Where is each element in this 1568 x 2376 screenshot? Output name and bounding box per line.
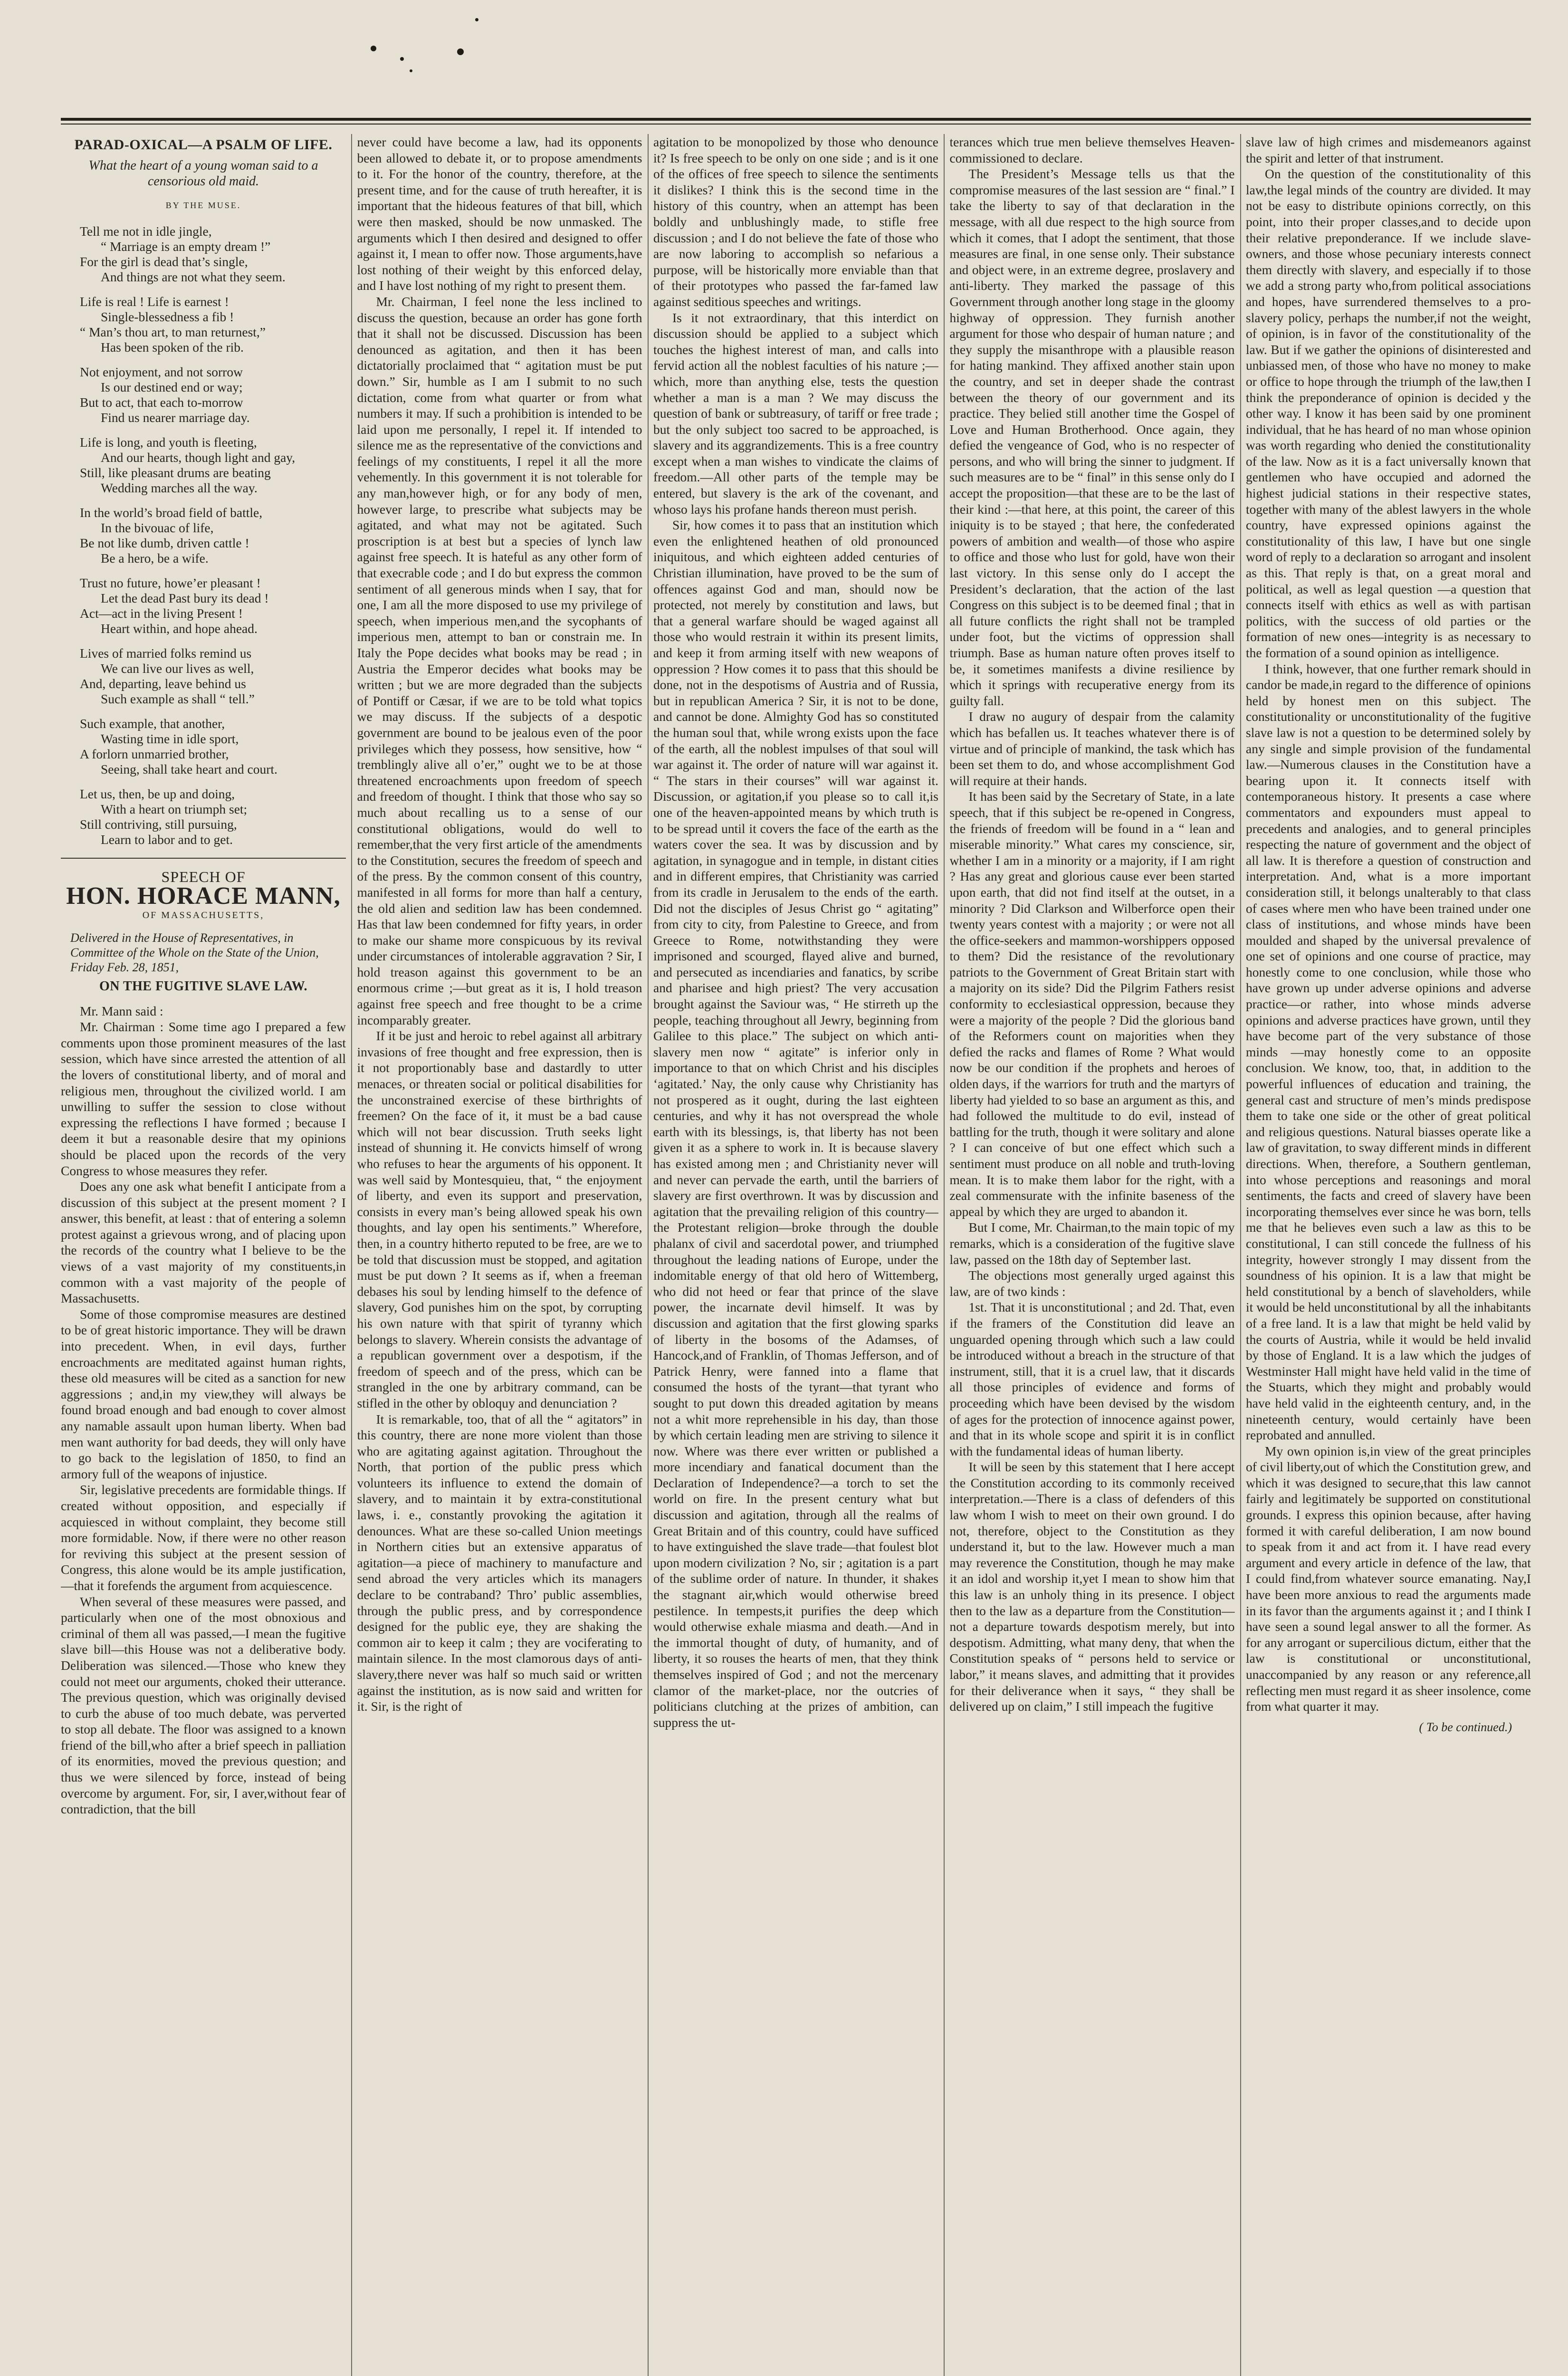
poem-line: Still, like pleasant drums are beating [80,465,271,480]
ink-speck [400,57,404,61]
poem-line: And, departing, leave behind us [80,676,246,691]
section-separator [61,858,346,859]
poem-line: For the girl is dead that’s single, [80,254,248,269]
poem-line: And things are not what they seem. [101,269,286,285]
paragraph: It is remarkable, too, that of all the “ agitators” in this country, there are none more violent than those who are agitating against agitation. Throughout the North, that portion of the public press which volunteers its influence to extend the domain of slavery, and to maintain it by extra-constitutional laws, i. e., constantly provoking the agitation it denounces. What are these so-called Union meetings in Northern cities but an extensive apparatus of agitation—a piece of machinery to manufacture and send abroad the very articles which its managers declare to be contraband? Thro’ public assemblies, through the public press, and by correspondence designed for the public eye, they are shaking the common air to keep it calm ; they are vociferating to maintain silence. In the most clamorous days of anti-slavery,there never was half so much said or written against the institution, as is now said and written for it. Sir, is the right of [357,1411,642,1714]
top-rule [61,118,1531,121]
poem-title: PARAD-OXICAL—A PSALM OF LIFE. [74,137,333,153]
paragraph: Sir, how comes it to pass that an institution which even the enlightened heathen of old pronounced iniquitous, and which eighteen added centuries of Christian illumination, have proved to be the sum of offences against God and man, should now be protected, not merely by constitution and laws, but that a general warfare should be waged against all those who would restrain it within its present limits, and keep it from arming itself with new weapons of oppression ? How comes it to pass that this should be done, not in the despotisms of Austria and of Russia, but in republican America ? Sir, it is not to be done, and cannot be done. Almighty God has so constituted the human soul that, while wrong exists upon the face of the earth, all the noblest impulses of that soul will war against it. The order of nature will war against it. “ The stars in their courses” will war against it. Discussion, or agitation,if you please so to call it,is one of the heaven-appointed means by which truth is to be spread until it covers the face of the earth as the waters cover the sea. It was by discussion and by agitation, in synagogue and in temple, in distant cities and in different empires, that Christianity was carried from its cradle in Jerusalem to the ends of the earth. Did not the disciples of Jesus Christ go “ agitating” from city to city, from Palestine to Greece, and from Greece to Rome, notwithstanding they were imprisoned and scourged, flayed alive and burned, and persecuted as incendiaries and fanatics, by scribe and pharisee and high priest? The very accusation brought against the Saviour was, “ He stirreth up the people, teaching throughout all Jewry, beginning from Galilee to this place.” The subject on which anti-slavery men now “ agitate” is inferior only in importance to that on which Christ and his disciples ‘agitated.’ Nay, the only cause why Christianity has not prospered as it ought, during the last eighteen centuries, and why it has not overspread the whole earth with its blessings, is, that liberty has not been given it as a sphere to work in. It is because slavery has existed among men ; and Christianity never will and never can pervade the earth, until the barriers of slavery are first overthrown. It was by discussion and agitation that the prevailing religion of this country—the Protestant religion—broke through the double phalanx of civil and sacerdotal power, and triumphed throughout the leading nations of Europe, under the indomitable energy of that old hero of Wittemberg, who did not heed or fear that prince of the slave power, the incarnate devil himself. It was by discussion and agitation that the first glowing sparks of liberty in the bosoms of the Adamses, of Hancock,and of Franklin, of Thomas Jefferson, and of Patrick Henry, were fanned into a flame that consumed the hosts of the tyrant—that tyrant who sought to put down this dreaded agitation by means not a whit more reprehensible in his day, than those by which certain leading men are striving to silence it now. Where was there ever written or published a more incendiary and fanatical document than the Declaration of Independence?—a torch to set the world on fire. In the present century what but discussion and agitation, through all the realms of Great Britain and of this country, could have sufficed to have extinguished the slave trade—that foulest blot upon modern civilization ? No, sir ; agitation is a part of the sublime order of nature. In thunder, it shakes the stagnant air,which would otherwise breed pestilence. In tempests,it purifies the deep which would otherwise exhale miasma and death.—And in the immortal thought of duty, of humanity, and of liberty, it so rouses the hearts of men, that they think themselves inspired of God ; and not the mercenary clamor of the market-place, nor the outcries of politicians clutching at the prizes of ambition, can suppress the ut- [653,517,938,1730]
paragraph: Is it not extraordinary, that this interdict on discussion should be applied to a subject which touches the highest interest of man, and calls into fervid action all the noblest faculties of his nature ;—which, more than anything else, tests the question whether a man is a man ? We may discuss the question of bank or subtreasury, of tariff or free trade ; but the only subject too sacred to be approached, is slavery and its aggrandizements. This is a free country except when a man wishes to vindicate the claims of freedom.—All other parts of the temple may be entered, but slavery is the ark of the covenant, and whoso lays his profane hands thereon must perish. [653,310,938,517]
speech-delivered-note: Delivered in the House of Representatives, in Committee of the Whole on the State of the Union, Friday Feb. 28, 1851, [70,930,319,974]
poem-byline: BY THE MUSE. [165,200,241,210]
paragraph: never could have become a law, had its opponents been allowed to debate it, or to propose amendments to it. For the honor of the country, therefore, at the present time, and for the cause of truth hereafter, it is important that the hideous features of that bill, which were then masked, should be now unmasked. The arguments which I then desired and designed to offer against it, I mean to offer now. Those arguments,have lost nothing of their weight by this enforced delay, and I have lost nothing of my right to present them. [357,134,642,293]
poem-line: Learn to labor and to get. [101,832,233,847]
paragraph: When several of these measures were passed, and particularly when one of the most obnoxious and criminal of them all was passed,—I mean the fugitive slave bill—this House was not a deliberative body. Deliberation was silenced.—Those who knew they could not meet our arguments, choked their utterance. The previous question, which was originally devised to curb the abuse of too much debate, was perverted to stop all debate. The floor was assigned to a known friend of the bill,who after a brief speech in palliation of its enormities, moved the previous question; and thus we were silenced by force, instead of being overcome by argument. For, sir, I aver,without fear of contradiction, that the bill [61,1594,346,1817]
poem-line: Be not like dumb, driven cattle ! [80,536,249,551]
paragraph: 1st. That it is unconstitutional ; and 2d. That, even if the framers of the Constitution did leave an unguarded opening through which such a law could be introduced without a breach in the structure of that instrument, still, that it is a cruel law, that it discards all those principles of evidence and forms of proceeding which have been devised by the wisdom of ages for the protection of innocence against power, and that in its whole scope and spirit it is in conflict with the fundamental ideas of human liberty. [949,1300,1235,1458]
poem-line: Wasting time in idle sport, [101,731,239,747]
paragraph: I think, however, that one further remark should in candor be made,in regard to the difference of opinions held by honest men on this subject. The constitutionality or unconstitutionality of the fugitive slave law is not a question to be determined solely by any single and simple provision of the fundamental law.—Numerous clauses in the Constitution have a bearing upon it. It connects itself with contemporaneous history. It presents a case where commentators and expounders must appeal to precedents and analogies, and to general principles respecting the nature of government and the object of all law. It is therefore a question of construction and interpretation. And, what is a more important consideration still, it belongs unalterably to that class of cases where men who have been trained under one class of institutions, and whose minds have been moulded and shaped by the universal prevalence of one set of opinions and one course of practice, may honestly come to one conclusion, while those who have grown up under adverse opinions and adverse practice—or rather, into whose minds adverse opinions and adverse practices have grown, until they have become part of the very substance of those minds —may honestly come to an opposite conclusion. We know, too, that, in addition to the powerful influences of education and training, the general cast and structure of men’s minds predispose them to take one side or the other of great political and religious questions. Natural biasses operate like a law of gravitation, to sway different minds in different directions. When, therefore, a Southern gentleman, into whose perceptions and reasonings and moral sentiments, the facts and creed of slavery have been incorporating themselves ever since he was born, tells me that he believes even such a law as this to be constitutional, I can still concede the fullness of his integrity, however strongly I may dissent from the soundness of his opinion. It is a law that might be held constitutional by a bench of slaveholders, while it would be held unconstitutional by all the inhabitants of a free land. It is a law that might be held valid by the courts of Austria, while it would be held invalid by those of England. It is a law which the judges of Westminster Hall might have held valid in the time of the Stuarts, which they might and probably would have held valid in the eighteenth century, and, in the nineteenth century, would certainly have been reprobated and annulled. [1246,661,1531,1443]
paragraph: It will be seen by this statement that I here accept the Constitution according to its commonly received interpretation.—There is a class of defenders of this law whom I wish to meet on their own ground. I do not, therefore, object to the Constitution as they understand it, but to the law. However much a man may reverence the Constitution, though he may make it an idol and worship it,yet I mean to show him that this law is an unholy thing in its presence. I object then to the law as a departure from the Constitution—not a departure towards despotism merely, but into despotism. Admitting, what many deny, that when the Constitution speaks of “ persons held to service or labor,” it means slaves, and admitting that it provides for their deliverance when it says, “ they shall be delivered up on claim,” I still impeach the fugitive [949,1459,1235,1714]
poem-line: Lives of married folks remind us [80,646,252,661]
ink-speck [371,46,376,51]
poem-line: In the bivouac of life, [101,520,214,536]
column-2 [357,134,642,2376]
poem-stanza [61,435,346,496]
poem-line: Seeing, shall take heart and court. [101,762,277,777]
poem-line: Is our destined end or way; [101,380,243,395]
poem-line: “ Man’s thou art, to man returnest,” [80,325,266,340]
ink-speck [410,69,412,72]
column-4 [950,134,1235,2376]
continued-note: ( To be continued.) [1419,1720,1512,1734]
paragraph: Some of those compromise measures are destined to be of great historic importance. They will be drawn into precedent. When, in evil days, further encroachments are meditated against human rights, these old measures will be cited as a sanction for new aggressions ; and,in my view,they will always be found broad enough and bad enough to cover almost any namable assault upon human liberty. When bad men want authority for bad deeds, they will only have to go back to the legislation of 1850, to find an armory full of the weapons of injustice. [61,1306,346,1481]
paragraph: But I come, Mr. Chairman,to the main topic of my remarks, which is a consideration of the fugitive slave law, passed on the 18th day of September last. [949,1220,1235,1267]
paragraph: Mr. Chairman, I feel none the less inclined to discuss the question, because an order has gone forth that it shall not be discussed. Discussion has been denounced as agitation, and then it has been dictatorially proclaimed that “ agitation must be put down.” Sir, humble as I am I submit to no such dictation, come from what quarter or from what numbers it may. If such a prohibition is intended to be laid upon me personally, I repel it. If intended to silence me as the representative of the convictions and feelings of my constituents, I repel it all the more vehemently. In this government it is not tolerable for any man,however high, or for any body of men, however large, to prescribe what subjects may be agitated, and what may not be agitated. Such proscription is at best but a species of lynch law against free speech. It is hateful as any other form of that execrable code ; and I do but express the common sentiment of all generous minds when I say, that for one, I am all the more disposed to use my privilege of speech, when imperious men,and the sycophants of imperious men, attempt to ban or constrain me. In Italy the Pope decides what books may be read ; in Austria the Emperor decides what books may be written ; but we are more degraded than the subjects of Pontiff or Cæsar, if we are to be told what topics we may discuss. If the subjects of a despotic government are bound to be jealous even of the poor privileges which they possess, how sensitive, how “ tremblingly alive all o’er,” ought we to be at those threatened encroachments upon freedom of speech and freedom of thought. I think that those who say so much about recalling us to a sense of our constitutional obligations, would do well to remember,that the very first article of the amendments to the Constitution, secures the freedom of speech and of the press. By the common consent of this country, manifested in all forms for more than half a century, the old alien and sedition law has been condemned. Has that law been condemned for fifty years, in order to make our shame more conspicuous by its revival under circumstances of intolerable aggravation ? Sir, I hold treason against this government to be an enormous crime ;—but great as it is, I hold treason against free speech and free thought to be a crime incomparably greater. [357,294,642,1027]
column-1 [61,134,346,2376]
paragraph: I draw no augury of despair from the calamity which has befallen us. It teaches whatever there is of virtue and of principle of mankind, the task which has been set them to do, and whose accomplishment God will require at their hands. [949,709,1235,788]
ink-speck [475,18,478,21]
poem-line: Act—act in the living Present ! [80,606,243,621]
newspaper-page [61,134,1531,2376]
poem-line: Has been spoken of the rib. [101,340,244,355]
paragraph: agitation to be monopolized by those who denounce it? Is free speech to be only on one side ; and is it one of the offices of free speech to silence the sentiments it dislikes? I think this is the second time in the history of this country, when an attempt has been boldly and unblushingly made, to stifle free discussion ; and I do not believe the fate of those who are now laboring to accomplish so nefarious a purpose, will be historically more enviable than that of their prototypes who passed the far-famed law against seditious speeches and writings. [653,134,938,309]
poem-line: But to act, that each to-morrow [80,395,243,410]
paragraph: On the question of the constitutionality of this law,the legal minds of the country are divided. It may not be easy to distribute opinions correctly, on this point, into their proper classes,and to decide upon their relative preponderance. If we include slave-owners, and those whose pecuniary interests connect them directly with slavery, and especially if to those we add a strong party who,from political associations and hopes, have surrendered themselves to a pro-slavery policy, perhaps the number,if not the weight, of opinion, is in favor of the constitutionality of the law. But if we gather the opinions of disinterested and unbiassed men, of those who have no money to make or office to hope through the triumph of the law,then I think the preponderance of opinion is decided y the other way. I know it has been said by one prominent individual, that he has heard of no man whose opinion was worth regarding who denied the constitutionality of the law. Now as it is a fact universally known that gentlemen who have occupied and adorned the highest judicial stations in their respective states, together with many of the ablest lawyers in the whole country, have expressed opinions against the constitutionality of this law, I have but one single word of reply to a declaration so arrogant and insolent as this. That reply is that, on a great moral and political, as well as legal question —a question that connects itself with ethics as well as with partisan politics, with the success of old parties or the formation of new ones—integrity is as necessary to the formation of a sound opinion as intelligence. [1246,166,1531,660]
ink-speck [457,48,464,55]
paragraph: My own opinion is,in view of the great principles of civil liberty,out of which the Constitution grew, and which it was designed to secure,that this law cannot fairly and legitimately be supported on constitutional grounds. I express this opinion because, after having formed it with careful deliberation, I am now bound to speak from it and act from it. I have read every argument and every article in defence of the law, that I could find,from whatever source emanating. Nay,I have been more anxious to read the arguments made in its favor than the arguments against it ; and I think I have seen a sound legal answer to all the former. As for any arrogant or supercilious dictum, either that the law is constitutional or unconstitutional, unaccompanied by any reason or any reference,all reflecting men must regard it as sheer insolence, come from what quarter it may. [1246,1443,1531,1714]
poem-subtitle: What the heart of a young woman said to a censorious old maid. [88,158,318,189]
paragraph: Mr. Chairman : Some time ago I prepared a few comments upon those prominent measures of the last session, which have since arrested the attention of all the lovers of constitutional liberty, and of moral and religious men, throughout the civilized world. I am unwilling to suffer the session to close without expressing the reflections I have formed ; because I deem it but a reasonable desire that my opinions should be placed upon the records of the very Congress to whose measures they refer. [61,1019,346,1178]
poem-stanza [61,786,346,847]
speech-heading: SPEECH OF [161,868,246,886]
poem-line: Such example as shall “ tell.” [101,691,255,707]
column-5 [1246,134,1531,2376]
paragraph: The objections most generally urged against this law, are of two kinds : [949,1268,1235,1299]
poem-stanza [61,364,346,425]
poem-line: Still contriving, still pursuing, [80,817,237,832]
paragraph: terances which true men believe themselves Heaven-commissioned to declare. [949,134,1235,165]
column-3 [653,134,938,2376]
poem-line: Trust no future, howe’er pleasant ! [80,575,261,591]
poem-stanza [61,716,346,777]
poem-line: Let us, then, be up and doing, [80,786,235,802]
poem-stanza [61,575,346,636]
paragraph: Mr. Mann said : [80,1003,163,1018]
top-rule-thin [61,124,1531,125]
poem-line: A forlorn unmarried brother, [80,747,229,762]
poem-line: And our hearts, though light and gay, [101,450,296,465]
poem-line: Tell me not in idle jingle, [80,224,212,239]
paragraph: If it be just and heroic to rebel against all arbitrary invasions of free thought and free expression, then is it not proportionably base and dastardly to utter menaces, or threaten social or political disabilities for the unconstrained exercise of these birthrights of freemen? On the face of it, it must be a bad cause which will not bear discussion. Truth seeks light instead of shunning it. He convicts himself of wrong who refuses to hear the arguments of his opponent. It was well said by Montesquieu, that, “ the enjoyment of liberty, and even its support and preservation, consists in every man’s being allowed speak his own thoughts, and lay open his sentiments.” Wherefore, then, in a country hitherto reputed to be free, are we to be told that discussion must be stopped, and agitation must be put down ? It seems as if, when a freeman debases his soul by lending himself to the defence of slavery, God punishes him on the spot, by corrupting his own nature with that spirit of tyranny which belongs to slavery. Wherein consists the advantage of a republican government over a despotism, if the freedom of speech and of the press, which can be strangled in the one by arbitrary command, can be stifled in the other by obloquy and denunciation ? [357,1028,642,1410]
poem-line: With a heart on triumph set; [101,802,248,817]
poem-line: In the world’s broad field of battle, [80,505,263,520]
paragraph: Sir, legislative precedents are formidable things. If created without opposition, and especially if acquiesced in without complaint, they become still more formidable. Now, if there were no other reason for reviving this subject at the present session of Congress, this alone would be its ample justification,—that it forefends the argument from acquiescence. [61,1482,346,1593]
poem-line: Wedding marches all the way. [101,480,258,496]
speech-topic: ON THE FUGITIVE SLAVE LAW. [99,978,308,994]
speaker-state: OF MASSACHUSETTS, [142,910,265,921]
poem-stanza [61,646,346,707]
poem-line: Find us nearer marriage day. [101,410,250,425]
poem-line: Be a hero, be a wife. [101,551,209,566]
poem-stanza [61,505,346,566]
poem-line: Such example, that another, [80,716,225,731]
poem-body [61,224,346,847]
poem-line: Let the dead Past bury its dead ! [101,591,269,606]
poem-line: Life is real ! Life is earnest ! [80,294,229,309]
paragraph: Does any one ask what benefit I anticipate from a discussion of this subject at the present moment ? I answer, this benefit, at least : that of entering a solemn protest against a grievous wrong, and of placing upon the records of the country what I believe to be the views of a vast majority of my constituents,in common with a vast majority of the people of Massachusetts. [61,1179,346,1306]
paragraph: slave law of high crimes and misdemeanors against the spirit and letter of that instrument. [1246,134,1531,165]
poem-line: Heart within, and hope ahead. [101,621,258,636]
paragraph: It has been said by the Secretary of State, in a late speech, that if this subject be re-opened in Congress, the friends of freedom will be found in a “ lean and miserable minority.” What cares my conscience, sir, whether I am in a minority or a majority, if I am right ? Has any great and glorious cause ever been started upon earth, that did not find itself at the outset, in a minority ? Did Clarkson and Wilberforce open their twenty years contest with a majority ; or were not all the office-seekers and mammon-worshippers opposed to them? Did the resistance of the revolutionary patriots to the Government of Great Britain start with a majority on its side? Did the Pilgrim Fathers resist conformity to ecclesiastical oppression, because they were a majority of the people ? Did the glorious band of the Reformers count on majorities when they defied the racks and flames of Rome ? What would now be our condition if the prophets and heroes of olden days, if the warriors for truth and the martyrs of liberty had yielded to so base an argument as this, and had followed the multitude to do evil, instead of battling for the truth, though it were solitary and alone ? I can conceive of but one effect which such a sentiment must produce on all noble and truth-loving mean. It is to make them labor for the right, with a zeal commensurate with the infinite baseness of the appeal by which they are urged to abandon it. [949,789,1235,1219]
poem-stanza [61,294,346,355]
poem-line: “ Marriage is an empty dream !” [101,239,271,254]
poem-line: Life is long, and youth is fleeting, [80,435,257,450]
poem-line: Single-blessedness a fib ! [101,309,234,325]
poem-stanza [61,224,346,285]
poem-line: We can live our lives as well, [101,661,254,676]
poem-line: Not enjoyment, and not sorrow [80,364,243,380]
paragraph: The President’s Message tells us that the compromise measures of the last session are “ final.” I take the liberty to say of that declaration in the message, with all due respect to the high source from which it comes, that I adopt the sentiment, that those measures are final, in one sense only. Their substance and object were, in an extreme degree, proslavery and anti-liberty. They marked the passage of this Government through another long stage in the gloomy highway of oppression. They furnish another argument for those who despair of human nature ; and they supply the misanthrope with a plausible reason for hating mankind. They affixed another stain upon the country, and set in deeper shade the contrast between the theory of our government and its practice. They belied still another time the Gospel of Love and Human Brotherhood. Once again, they defied the vengeance of God, who is no respecter of persons, and who will bring the sinner to judgment. If such measures are to be “ final” in this sense only do I accept the proposition—that these are to be the last of their kind :—that here, at this point, the career of this iniquity is to be stayed ; that here, the confederated powers of ambition and wealth—of those who aspire to office and those who lust for gold, have won their last victory. In this sense only do I accept the President’s declaration, that the action of the last Congress on this subject is to be deemed final ; that in all future conflicts the right shall not be trampled under foot, but the victims of oppression shall triumph. Base as human nature often proves itself to be, it sometimes manifests a divine resilience by which it springs with recuperative energy from its guilty fall. [949,166,1235,708]
speaker-name: HON. HORACE MANN, [66,882,341,910]
